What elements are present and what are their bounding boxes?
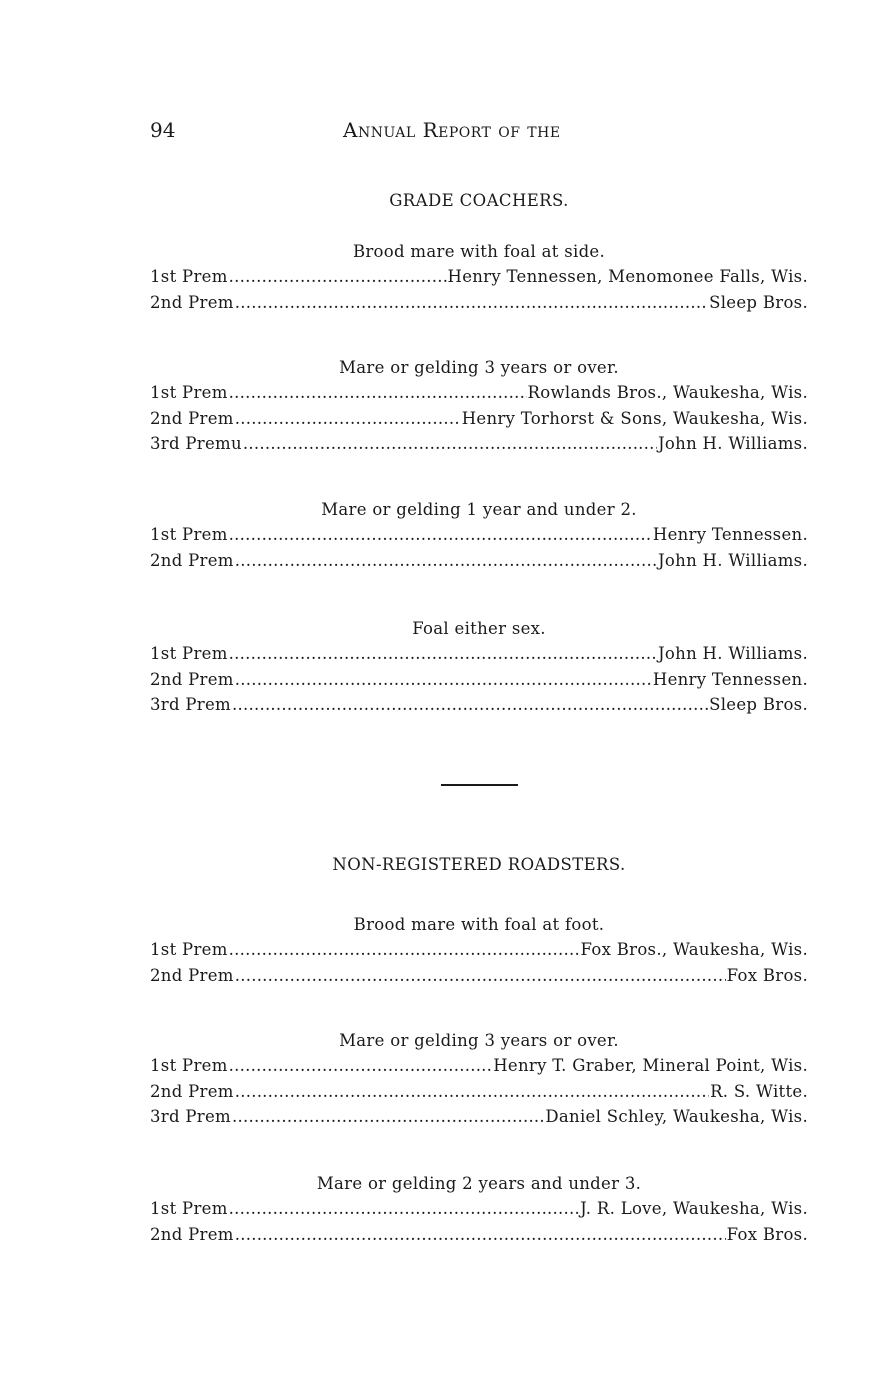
premium-place: 1st Prem — [150, 383, 228, 402]
premium-winner: J. R. Love, Waukesha, Wis. — [580, 1199, 808, 1218]
premium-entry — [150, 1222, 808, 1248]
dot-leader — [243, 431, 657, 457]
section-title-non-registered-roadsters — [150, 853, 808, 877]
dot-leader — [229, 1196, 580, 1222]
premium-winner: Fox Bros., Waukesha, Wis. — [580, 940, 808, 959]
premium-place: 1st Prem — [150, 1199, 228, 1218]
premium-winner: Henry T. Graber, Mineral Point, Wis. — [493, 1056, 808, 1075]
section-title-grade-coachers — [150, 189, 808, 213]
dot-leader — [232, 692, 708, 718]
premium-place: 2nd Prem — [150, 292, 234, 312]
premium-winner: John H. Williams. — [658, 434, 808, 453]
premium-place: 3rd Prem — [150, 695, 231, 714]
class-mare-gelding-2-years-under-3 — [150, 1172, 808, 1247]
premium-entry — [150, 1196, 808, 1222]
premium-winner: Sleep Bros. — [709, 695, 808, 714]
premium-place: 3rd Prem — [150, 1107, 231, 1126]
premium-entry — [150, 406, 808, 432]
premium-place: 1st Prem — [150, 525, 228, 544]
dot-leader — [235, 963, 726, 989]
class-title: Mare or gelding 1 year and under 2. — [321, 500, 637, 519]
premium-place: 2nd Prem — [150, 1081, 234, 1101]
premium-place: 1st Prem — [150, 267, 228, 286]
class-title: Brood mare with foal at foot. — [353, 915, 605, 934]
class-title: Mare or gelding 3 years or over. — [339, 1031, 619, 1050]
premium-winner: Henry Tennessen. — [652, 525, 808, 544]
class-brood-mare-foal-at-side — [150, 240, 808, 315]
premium-winner: Fox Bros. — [726, 1224, 808, 1244]
class-title: Mare or gelding 2 years and under 3. — [316, 1174, 642, 1193]
dot-leader — [229, 1053, 493, 1079]
class-foal-either-sex — [150, 617, 808, 718]
premium-entry — [150, 290, 808, 316]
premium-winner: Sleep Bros. — [709, 292, 808, 312]
premium-entry — [150, 937, 808, 963]
premium-entry — [150, 1079, 808, 1105]
class-title: Brood mare with foal at side. — [352, 242, 606, 261]
premium-entry — [150, 522, 808, 548]
class-brood-mare-foal-at-foot — [150, 913, 808, 988]
class-mare-gelding-1-year-under-2 — [150, 498, 808, 573]
premium-entry — [150, 641, 808, 667]
dot-leader — [235, 1079, 709, 1105]
premium-place: 1st Prem — [150, 940, 228, 959]
section-title: GRADE COACHERS. — [389, 191, 569, 210]
premium-place: 2nd Prem — [150, 550, 234, 570]
dot-leader — [235, 667, 652, 693]
premium-place: 2nd Prem — [150, 408, 234, 428]
dot-leader — [235, 406, 461, 432]
section-title: NON-REGISTERED ROADSTERS. — [332, 855, 626, 874]
section-divider — [441, 784, 518, 786]
premium-winner: Fox Bros. — [726, 965, 808, 985]
dot-leader — [229, 937, 580, 963]
premium-entry — [150, 963, 808, 989]
premium-winner: Henry Tennessen, Menomonee Falls, Wis. — [447, 267, 808, 286]
dot-leader — [229, 522, 652, 548]
running-head: Annual Report of the — [343, 118, 561, 142]
dot-leader — [229, 380, 527, 406]
premium-entry — [150, 692, 808, 718]
premium-winner: Daniel Schley, Waukesha, Wis. — [545, 1107, 808, 1126]
premium-winner: Henry Torhorst & Sons, Waukesha, Wis. — [461, 408, 808, 428]
premium-entry — [150, 548, 808, 574]
premium-entry — [150, 667, 808, 693]
premium-winner: R. S. Witte. — [710, 1081, 808, 1101]
class-mare-gelding-3-years-over-roadsters — [150, 1029, 808, 1130]
dot-leader — [235, 548, 657, 574]
class-title: Foal either sex. — [412, 619, 546, 638]
premium-winner: Henry Tennessen. — [652, 669, 808, 689]
premium-entry — [150, 264, 808, 290]
premium-entry — [150, 380, 808, 406]
premium-winner: John H. Williams. — [658, 644, 808, 663]
premium-winner: Rowlands Bros., Waukesha, Wis. — [527, 383, 808, 402]
premium-entry — [150, 1053, 808, 1079]
class-mare-gelding-3-years-over — [150, 356, 808, 457]
premium-place: 2nd Prem — [150, 965, 234, 985]
dot-leader — [235, 290, 708, 316]
premium-place: 3rd Premu — [150, 434, 242, 453]
premium-place: 1st Prem — [150, 644, 228, 663]
dot-leader — [229, 641, 657, 667]
premium-place: 2nd Prem — [150, 669, 234, 689]
premium-entry — [150, 431, 808, 457]
dot-leader — [232, 1104, 544, 1130]
dot-leader — [229, 264, 447, 290]
premium-entry — [150, 1104, 808, 1130]
page-number: 94 — [150, 118, 176, 142]
dot-leader — [235, 1222, 726, 1248]
premium-place: 1st Prem — [150, 1056, 228, 1075]
premium-winner: John H. Williams. — [658, 550, 808, 570]
premium-place: 2nd Prem — [150, 1224, 234, 1244]
class-title: Mare or gelding 3 years or over. — [339, 358, 619, 377]
